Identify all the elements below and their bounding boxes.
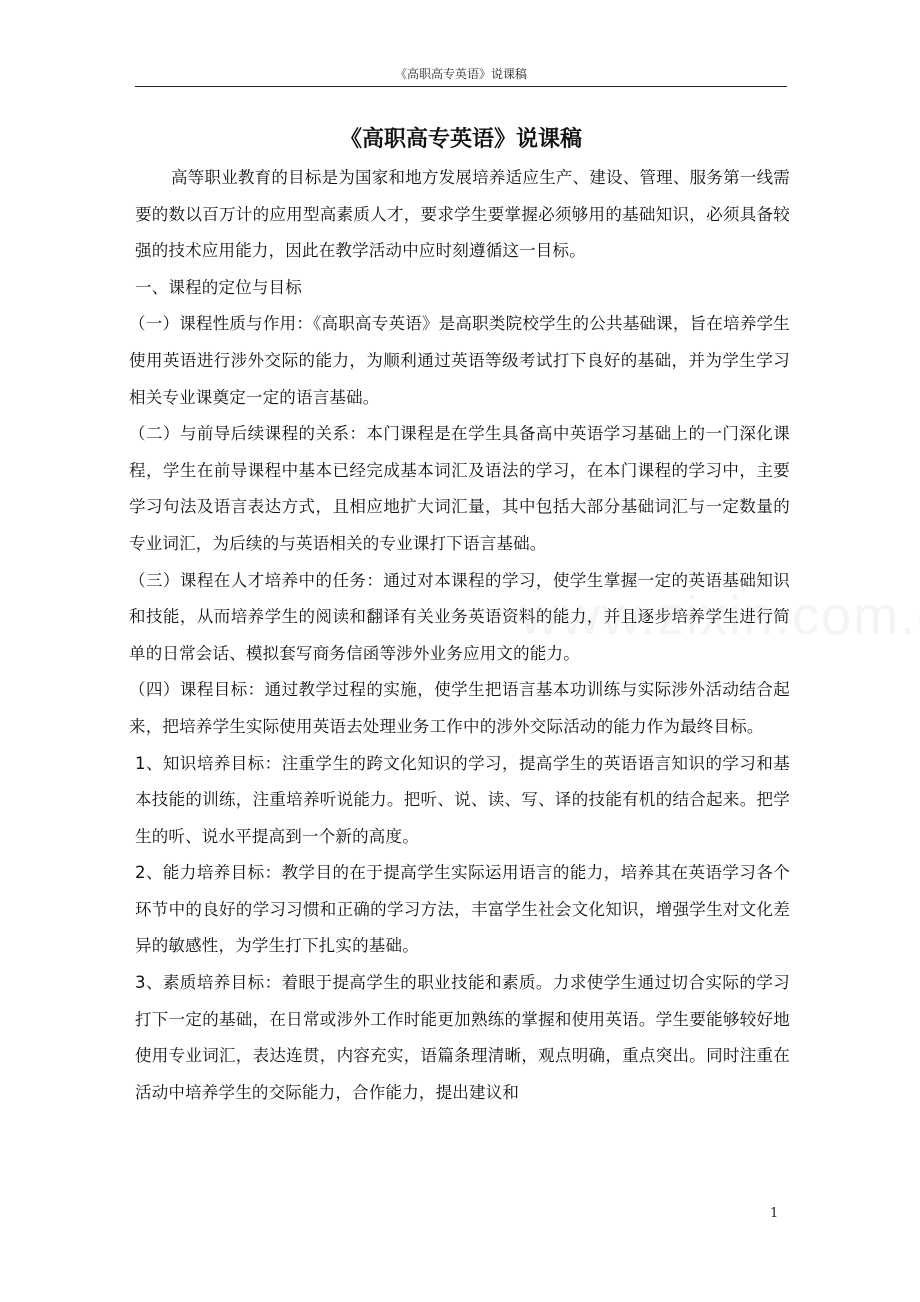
section-heading-1: 一、课程的定位与目标 [135,277,302,297]
paragraph-course-task: （三）课程在人才培养中的任务：通过对本课程的学习，使学生掌握一定的英语基础知识和技能，从而培养学生的阅读和翻译有关业务英语资料的能力，并且逐步培养学生进行简单的日常会话、模拟套写商务信函等涉外业务应用文的能力。 [129,570,790,663]
running-header-title: 《高职高专英语》说课稿 [394,67,527,81]
running-header [135,62,787,87]
paragraph-quality-goal: 3、素质培养目标：着眼于提高学生的职业技能和素质。力求使学生通过切合实际的学习打下一定的基础，在日常或涉外工作时能更加熟练的掌握和使用英语。学生要能够较好地使用专业词汇，表达连贯，内容充实，语篇条理清晰，观点明确，重点突出。同时注重在活动中培养学生的交际能力，合作能力，提出建议和 [135,973,790,1102]
watermark [520,585,920,647]
paragraph-intro: 高等职业教育的目标是为国家和地方发展培养适应生产、建设、管理、服务第一线需要的数以百万计的应用型高素质人才，要求学生要掌握必须够用的基础知识，必须具备较强的技术应用能力，因此在教学活动中应时刻遵循这一目标。 [135,168,790,261]
paragraph-course-goal: （四）课程目标：通过教学过程的实施，使学生把语言基本功训练与实际涉外活动结合起来，把培养学生实际使用英语去处理业务工作中的涉外交际活动的能力作为最终目标。 [129,680,790,736]
page-number: 1 [770,1206,779,1221]
paragraph-knowledge-goal: 1、知识培养目标：注重学生的跨文化知识的学习，提高学生的英语语言知识的学习和基本技能的训练，注重培养听说能力。把听、说、读、写、译的技能有机的结合起来。把学生的听、说水平提高到一个新的高度。 [135,753,790,846]
paragraph-course-nature: （一）课程性质与作用：《高职高专英语》是高职类院校学生的公共基础课，旨在培养学生使用英语进行涉外交际的能力，为顺利通过英语等级考试打下良好的基础，并为学生学习相关专业课奠定一定的语言基础。 [129,314,790,407]
document-title: 《高职高专英语》说课稿 [339,127,582,152]
paragraph-course-relation: （二）与前导后续课程的关系：本门课程是在学生具备高中英语学习基础上的一门深化课程，学生在前导课程中基本已经完成基本词汇及语法的学习，在本门课程的学习中，主要学习句法及语言表达方式，且相应地扩大词汇量，其中包括大部分基础词汇与一定数量的专业词汇，为后续的与英语相关的专业课打下语言基础。 [129,424,790,553]
paragraph-ability-goal: 2、能力培养目标：教学目的在于提高学生实际运用语言的能力，培养其在英语学习各个环节中的良好的学习习惯和正确的学习方法，丰富学生社会文化知识，增强学生对文化差异的敏感性，为学生打下扎实的基础。 [135,863,790,956]
